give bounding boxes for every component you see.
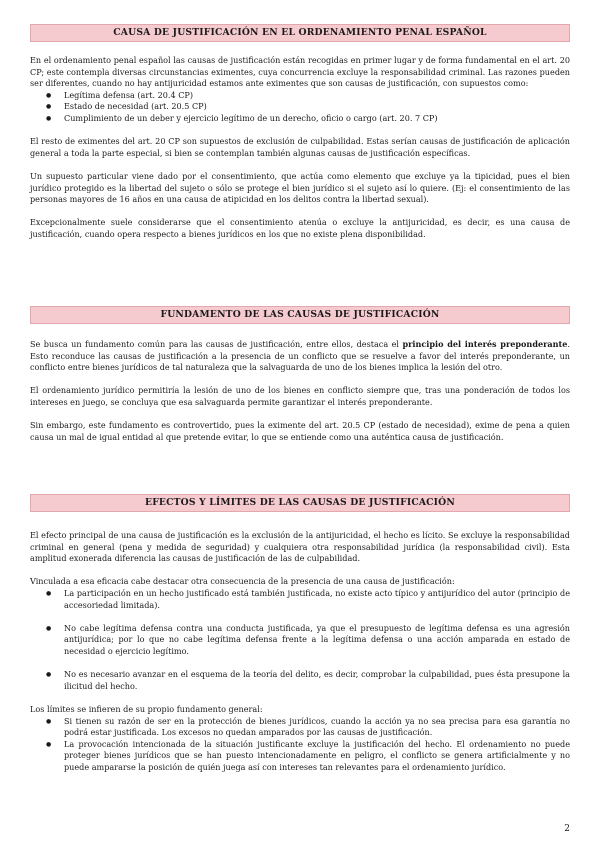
paragraph: Sin embargo, este fundamento es controvertido, pues la eximente del art. 20.5 CP (estado de necesidad), exime de pena a quien causa un mal de igual entidad al que pretende evitar, lo que se entiende como una auténtica causa de justificación. <box>30 420 570 442</box>
list-item: ● La participación en un hecho justificado está también justificada, no existe acto típico y antijurídico del autor (principio de accesoriedad limitada). <box>64 588 570 611</box>
bullet-list <box>30 716 570 774</box>
paragraph: El ordenamiento jurídico permitiría la lesión de uno de los bienes en conflicto siempre que, tras una ponderación de todos los intereses en juego, se concluya que esa salvaguarda permite garantizar el interés preponderante. <box>30 385 570 407</box>
paragraph: Los límites se infieren de su propio fundamento general: <box>30 703 263 714</box>
list-item: ● Si tienen su razón de ser en la protección de bienes jurídicos, cuando la acción ya no sea precisa para esa garantía no podrá estar justificada. Los excesos no quedan amparados por las causas de justificación. <box>64 716 570 739</box>
section-heading-fundamento: FUNDAMENTO DE LAS CAUSAS DE JUSTIFICACIÓN <box>30 306 570 324</box>
list-item: ● No es necesario avanzar en el esquema de la teoría del delito, es decir, comprobar la culpabilidad, pues ésta presupone la ilicitud del hecho. <box>64 669 570 692</box>
paragraph: Un supuesto particular viene dado por el consentimiento, que actúa como elemento que excluye ya la tipicidad, pues el bien jurídico protegido es la libertad del sujeto o sólo se protege el bien jurídico si el sujeto así lo quiere. (Ej: el consentimiento de las personas mayores de 16 años en una causa de atipicidad en los delitos contra la libertad sexual). <box>30 170 570 205</box>
bullet-list <box>30 588 570 692</box>
list-item: ● Legítima defensa (art. 20.4 CP) <box>64 90 570 102</box>
list-item: ● La provocación intencionada de la situación justificante excluye la justificación del hecho. El ordenamiento no puede proteger bienes jurídicos que se han puesto intencionadamente en peligro, el conflicto se genera artificialmente y no puede ampararse la posición de quién juega así con intereses tan relevantes para el ordenamiento jurídico. <box>64 739 570 774</box>
section-body-efectos <box>30 530 570 773</box>
bullet-list <box>30 90 570 125</box>
list-item: ● Cumplimiento de un deber y ejercicio legítimo de un derecho, oficio o cargo (art. 20. 7 CP) <box>64 113 570 125</box>
list-item: ● No cabe legítima defensa contra una conducta justificada, ya que el presupuesto de legítima defensa es una agresión antijurídica; por lo que no cabe legítima defensa frente a la legítima defensa o una acción amparada en estado de necesidad o ejercicio legítimo. <box>64 623 570 658</box>
list-item: ● Estado de necesidad (art. 20.5 CP) <box>64 101 570 113</box>
section-heading-causa: CAUSA DE JUSTIFICACIÓN EN EL ORDENAMIENTO PENAL ESPAÑOL <box>30 24 570 42</box>
section-body-fundamento <box>30 339 570 443</box>
paragraph: El efecto principal de una causa de justificación es la exclusión de la antijuricidad, el hecho es lícito. Se excluye la responsabilidad criminal en general (pena y medida de seguridad) y cualquiera otra responsabilidad jurídica (la responsabilidad civil). Esta amplitud exonerada diferencia las causas de justificación de las de culpabilidad. <box>30 530 570 564</box>
page-number: 2 <box>564 824 570 834</box>
section-body-causa <box>30 55 570 241</box>
paragraph: El resto de eximentes del art. 20 CP son supuestos de exclusión de culpabilidad. Estas serían causas de justificación de aplicación general a toda la parte especial, si bien se contemplan también algunas causas de justificación específicas. <box>30 136 570 158</box>
paragraph: Se busca un fundamento común para las causas de justificación, entre ellos, destaca el principio del interés preponderante. Esto reconduce las causas de justificación a la presencia de un conflicto que se resuelve a favor del interés preponderante, un conflicto entre bienes jurídicos de tal naturaleza que la salvaguarda de uno de los bienes implica la lesión del otro. <box>30 339 570 373</box>
section-heading-efectos: EFECTOS Y LÍMITES DE LAS CAUSAS DE JUSTIFICACIÓN <box>30 494 570 512</box>
paragraph: Excepcionalmente suele considerarse que el consentimiento atenúa o excluye la antijuricidad, es decir, es una causa de justificación, cuando opera respecto a bienes jurídicos en los que no existe plena disponibilidad. <box>30 217 570 239</box>
paragraph: En el ordenamiento penal español las causas de justificación están recogidas en primer lugar y de forma fundamental en el art. 20 CP; este contempla diversas circunstancias eximentes, cuya concurrencia excluye la responsabilidad criminal. Las razones pueden ser diferentes, cuando no hay antijuricidad estamos ante eximentes que son causas de justificación, con supuestos como: <box>30 55 570 89</box>
paragraph: Vinculada a esa eficacia cabe destacar otra consecuencia de la presencia de una causa de justificación: <box>30 576 455 587</box>
bold-term: principio del interés preponderante <box>402 339 568 349</box>
